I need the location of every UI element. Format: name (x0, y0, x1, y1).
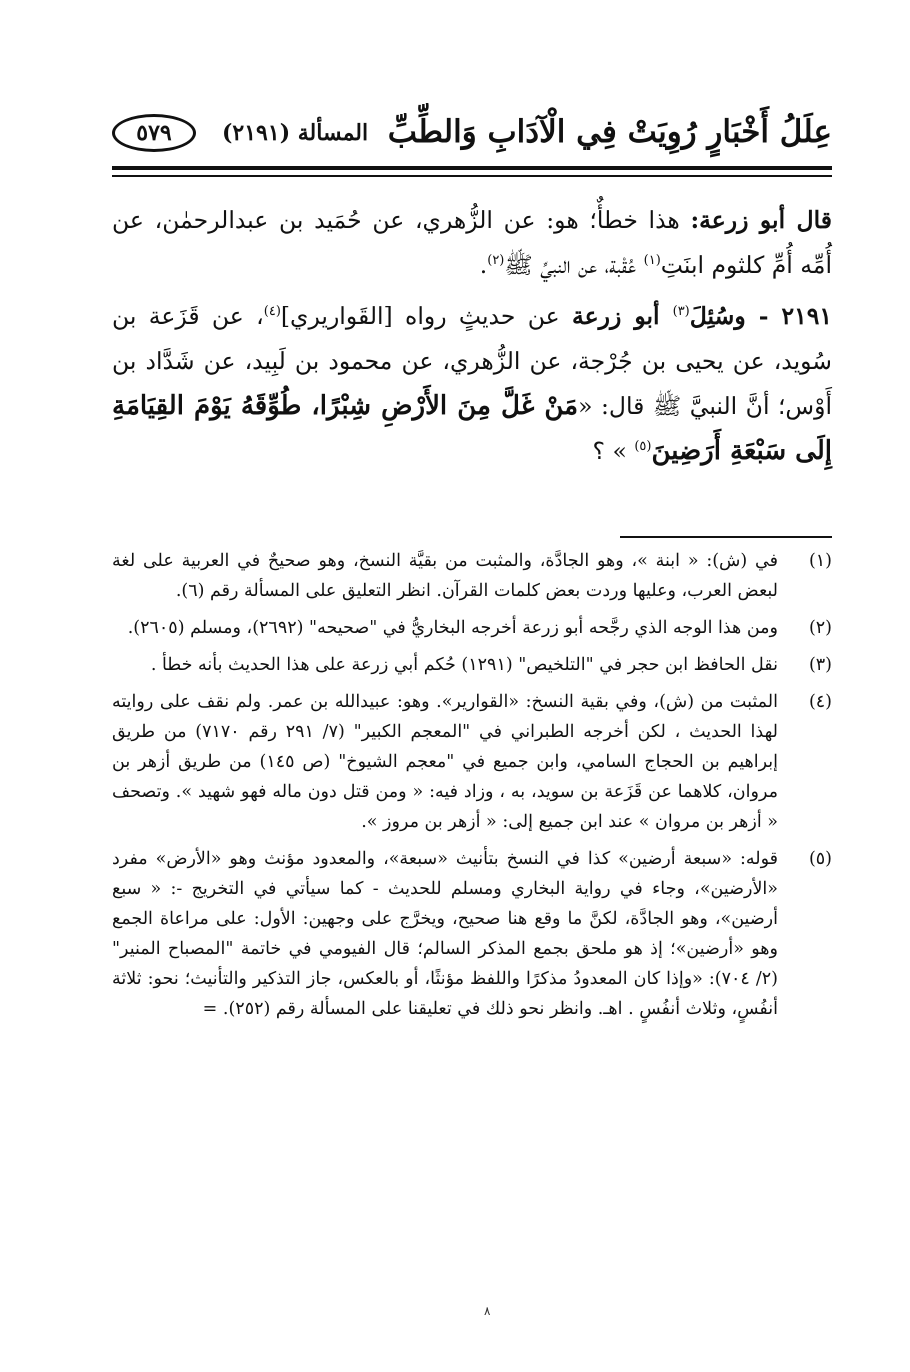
main-text (112, 198, 832, 474)
running-header (112, 108, 832, 168)
signature-mark: ٨ (484, 1304, 491, 1318)
issue-lead-b: أبو زرعة (571, 302, 673, 330)
footnote-ref-3: (٣) (672, 304, 690, 320)
paragraph-1-text-b: عُقْبة، عن النبيِّ ﷺ (504, 251, 644, 279)
running-title: عِلَلُ أَخْبَارٍ رُوِيَتْ فِي الْآدَابِ وَالطِّبِّ (387, 114, 832, 150)
footnote-ref-5: (٥) (634, 439, 652, 455)
footnote-2 (112, 613, 832, 643)
speaker-lead: قال أبو زرعة: (690, 206, 832, 234)
footnote-text: قوله: «سبعة أرضين» كذا في النسخ بتأنيث «سبعة»، والمعدود مؤنث وهو «الأرض» مفرد «الأرضين»، وجاء في رواية البخاري ومسلم للحديث - كما سيأتي في التخريج -: « سبع أرضين»، وهو الجادَّة، لكنَّ ما وقع هنا صحيح، ويخرَّج على وجهين: الأول: على مراعاة الجمع وهو «أرضين»؛ إذ هو ملحق بجمع المذكر السالم؛ قال الفيومي في خاتمة "المصباح المنير" (٢/ ٧٠٤): «وإذا كان المعدودُ مذكرًا واللفظ مؤنثًا، أو بالعكس، جاز التذكير والتأنيث؛ نحو: ثلاثة أنفُسٍ، وثلاث أنفُسٍ . اهـ. وانظر نحو ذلك في تعليقنا على المسألة رقم (٢٥٢). = (112, 849, 778, 1019)
footnote-1 (112, 546, 832, 606)
footnote-text: المثبت من (ش)، وفي بقية النسخ: «القوارير». وهو: عبيدالله بن عمر. ولم نقف على روايته لهذا الحديث ، لكن أخرجه الطبراني في "المعجم الكبير" (٧/ ٢٩١ رقم ٧١٧٠) من طريق إبراهيم بن الحجاج السامي، وابن جميع في "معجم الشيوخ" (ص ١٤٥) من طريق أزهر بن مروان، كلاهما عن قَزَعة بن سويد، به ، وزاد فيه: « ومن قتل دون ماله فهو شهيد ». وتصحف « أزهر بن مروان » عند ابن جميع إلى: « أزهر بن مروز ». (112, 692, 779, 832)
footnote-4 (112, 687, 832, 837)
paragraph-2-text-a: عن حديثٍ رواه [القَواريري] (280, 302, 572, 330)
issue-lead: ٢١٩١ - وسُئِلَ (689, 302, 833, 330)
paragraph-1 (112, 198, 832, 288)
paragraph-2 (112, 294, 832, 474)
paragraph-1-text-c: . (479, 251, 488, 279)
issue-number: المسألة (٢١٩١) (222, 120, 369, 146)
paragraph-1-text-a: هذا خطأٌ؛ هو: عن الزُّهري، عن حُمَيد بن عبدالرحمٰن، عن أُمِّه أُمِّ كلثوم ابنَتِ (112, 206, 832, 279)
footnote-ref-4: (٤) (263, 304, 281, 320)
footnote-text: نقل الحافظ ابن حجر في "التلخيص" (١٢٩١) حُكم أبي زرعة على هذا الحديث بأنه خطأ . (150, 655, 778, 675)
footnote-number: (٤) (808, 692, 832, 712)
footnote-number: (٥) (808, 849, 832, 869)
footnote-text: ومن هذا الوجه الذي رجَّحه أبو زرعة أخرجه البخاريُّ في "صحيحه" (٢٦٩٢)، ومسلم (٢٦٠٥). (127, 618, 778, 638)
footnote-ref-2: (٢) (487, 253, 505, 269)
header-rule-thin (112, 175, 832, 177)
paragraph-2-text-b: ، عن قَزَعة بن سُويد، عن يحيى بن جُرْجة، عن الزُّهري، عن محمود بن لَبِيد، عن شَدَّاد بن أَوْس؛ أنَّ النبيَّ ﷺ قال: « (112, 302, 832, 420)
footnote-separator (620, 536, 832, 538)
footnote-ref-1: (١) (643, 253, 661, 269)
footnote-5 (112, 844, 832, 1024)
footnote-text: في (ش): « ابنة »، وهو الجادَّة، والمثبت من بقيَّة النسخ، وهو صحيحٌ في العربية على لغة لبعض العرب، وعليها وردت بعض كلمات القرآن. انظر التعليق على المسألة رقم (٦). (112, 551, 778, 601)
header-rule-thick (112, 166, 832, 170)
paragraph-2-text-c: » ؟ (592, 437, 635, 465)
page-number-badge: ٥٧٩ (112, 114, 196, 152)
footnote-3 (112, 650, 832, 680)
hadith-text: مَنْ غَلَّ مِنَ الأَرْضِ شِبْرًا، طُوِّقَهُ يَوْمَ القِيَامَةِ إِلَى سَبْعَةِ أَرَضِينَ (112, 391, 832, 466)
footnote-number: (١) (808, 551, 832, 571)
footnote-number: (٣) (808, 655, 832, 675)
footnote-number: (٢) (808, 618, 832, 638)
footnotes (112, 546, 832, 1031)
